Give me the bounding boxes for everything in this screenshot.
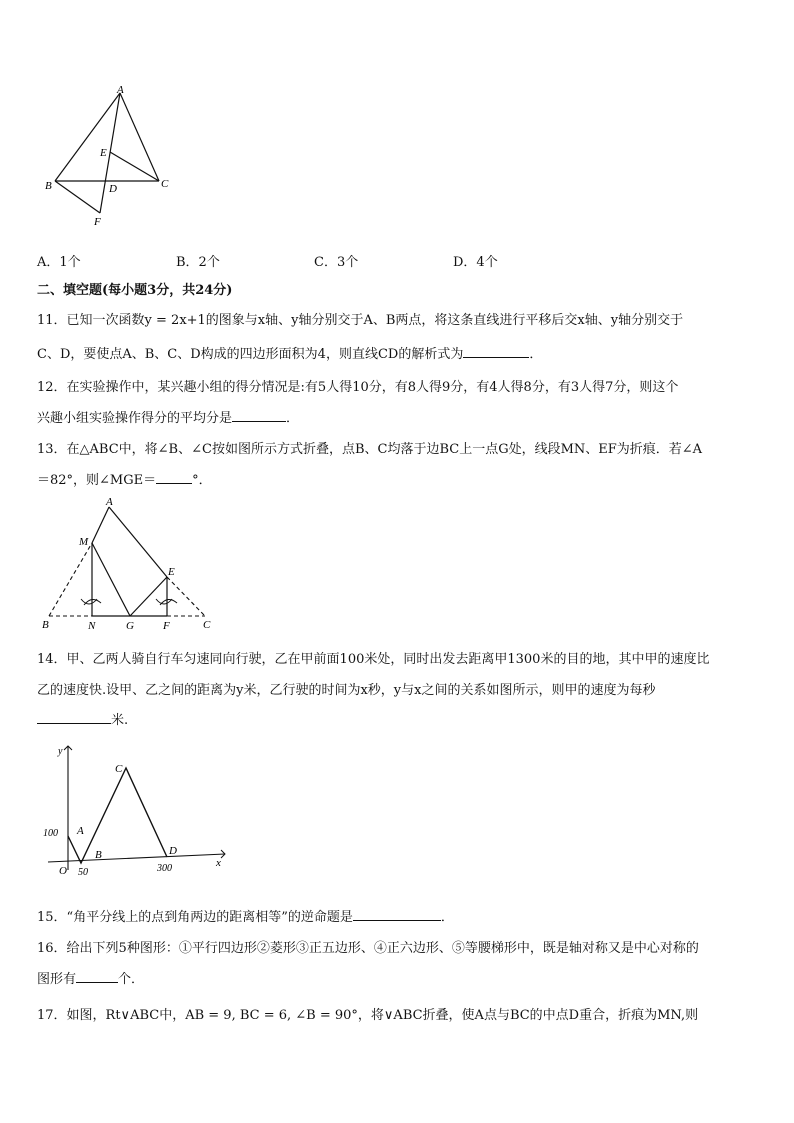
dashed-ec	[167, 577, 205, 616]
distance-line	[68, 768, 167, 863]
q14-answer-blank	[37, 711, 111, 724]
figure-q14-graph	[37, 740, 237, 880]
q15-answer-blank	[353, 908, 441, 921]
label-b: B	[42, 619, 49, 631]
q12-line2-text: 兴趣小组实验操作得分的平均分是	[37, 411, 233, 426]
q14-line1: 14．甲、乙两人骑自行车匀速同向行驶，乙在甲前面100米处，同时出发去距离甲1300米的目的地，其中甲的速度比	[37, 652, 710, 667]
q13-line2	[37, 469, 212, 488]
point-label-b: B	[95, 849, 102, 861]
axis-label-x: x	[216, 857, 221, 869]
q14-tail: 米.	[111, 713, 129, 728]
q15-text: 15．“角平分线上的点到角两边的距离相等”的逆命题是	[37, 910, 353, 925]
label-f: F	[94, 216, 101, 228]
origin-label: O	[59, 865, 67, 877]
q14-line3	[37, 709, 128, 728]
segment-ae	[109, 507, 167, 577]
q16-line2-text: 图形有	[37, 972, 77, 987]
q13-answer-blank	[156, 471, 192, 484]
label-b: B	[45, 180, 52, 192]
tick-label-300: 300	[157, 863, 172, 874]
segment-ac	[120, 93, 159, 181]
q16-answer-blank	[76, 970, 118, 983]
q11-answer-blank	[463, 345, 529, 358]
tick-label-50: 50	[78, 867, 88, 878]
q13-tail: °．	[192, 473, 212, 488]
label-e: E	[100, 147, 107, 159]
label-m: M	[79, 536, 89, 548]
segment-am	[92, 507, 109, 543]
q12-line1: 12．在实验操作中，某兴趣小组的得分情况是:有5人得10分，有8人得9分，有4人得8分，有3人得7分，则这个	[37, 380, 679, 395]
label-c: C	[161, 178, 169, 190]
option-a: A．1个	[37, 255, 81, 270]
tick-label-100: 100	[43, 828, 58, 839]
option-d: D．4个	[453, 255, 498, 270]
fold-arrows	[81, 599, 177, 605]
label-c: C	[203, 619, 211, 631]
q16-tail: 个．	[118, 972, 145, 987]
point-label-c: C	[115, 763, 123, 775]
figure-q13	[37, 495, 227, 635]
label-a: A	[106, 496, 113, 508]
q13-line2-text: ＝82°，则∠MGE＝	[37, 473, 157, 488]
segment-mg	[92, 543, 130, 616]
label-g: G	[126, 620, 134, 632]
x-axis	[48, 854, 225, 862]
q14-line2: 乙的速度快.设甲、乙之间的距离为y米，乙行驶的时间为x秒，y与x之间的关系如图所示，则甲的速度为每秒	[37, 683, 656, 698]
label-e: E	[168, 566, 175, 578]
axis-label-y: y	[58, 746, 63, 757]
label-n: N	[88, 620, 96, 632]
q11-tail: ．	[529, 347, 543, 362]
label-d: D	[109, 183, 117, 195]
q12-line2	[37, 407, 299, 426]
q16-line1: 16．给出下列5种图形：①平行四边形②菱形③正五边形、④正六边形、⑤等腰梯形中，既是轴对称又是中心对称的	[37, 941, 699, 956]
segment-bf	[55, 181, 100, 213]
dashed-bm	[49, 543, 92, 616]
label-f: F	[163, 620, 170, 632]
q13-line1: 13．在△ABC中，将∠B、∠C按如图所示方式折叠，点B、C均落于边BC上一点G处，线段MN、EF为折痕．若∠A	[37, 442, 703, 457]
option-b: B．2个	[176, 255, 220, 270]
point-label-d: D	[169, 845, 177, 857]
q11-line2-text: C、D，要使点A、B、C、D构成的四边形面积为4，则直线CD的解析式为	[37, 347, 464, 362]
figure-q10	[37, 84, 187, 228]
q15-line	[37, 906, 454, 925]
q17-line1: 17．如图，Rt∨ABC中，AB = 9, BC = 6, ∠B = 90°，将∨ABC折叠，使A点与BC的中点D重合，折痕为MN,则	[37, 1008, 699, 1023]
label-a: A	[117, 84, 124, 96]
segment-ec	[110, 152, 159, 181]
option-c: C．3个	[314, 255, 359, 270]
segment-ge	[130, 577, 167, 616]
q11-line1: 11．已知一次函数y = 2x+1的图象与x轴、y轴分别交于A、B两点，将这条直线进行平移后交x轴、y轴分别交于	[37, 313, 684, 328]
q16-line2	[37, 968, 144, 987]
q15-tail: ．	[440, 910, 454, 925]
q12-tail: ．	[286, 411, 300, 426]
segment-ab	[55, 93, 120, 181]
q12-answer-blank	[232, 409, 286, 422]
section-heading: 二、填空题(每小题3分，共24分)	[37, 283, 233, 298]
point-label-a: A	[77, 825, 84, 837]
q11-line2	[37, 343, 542, 362]
